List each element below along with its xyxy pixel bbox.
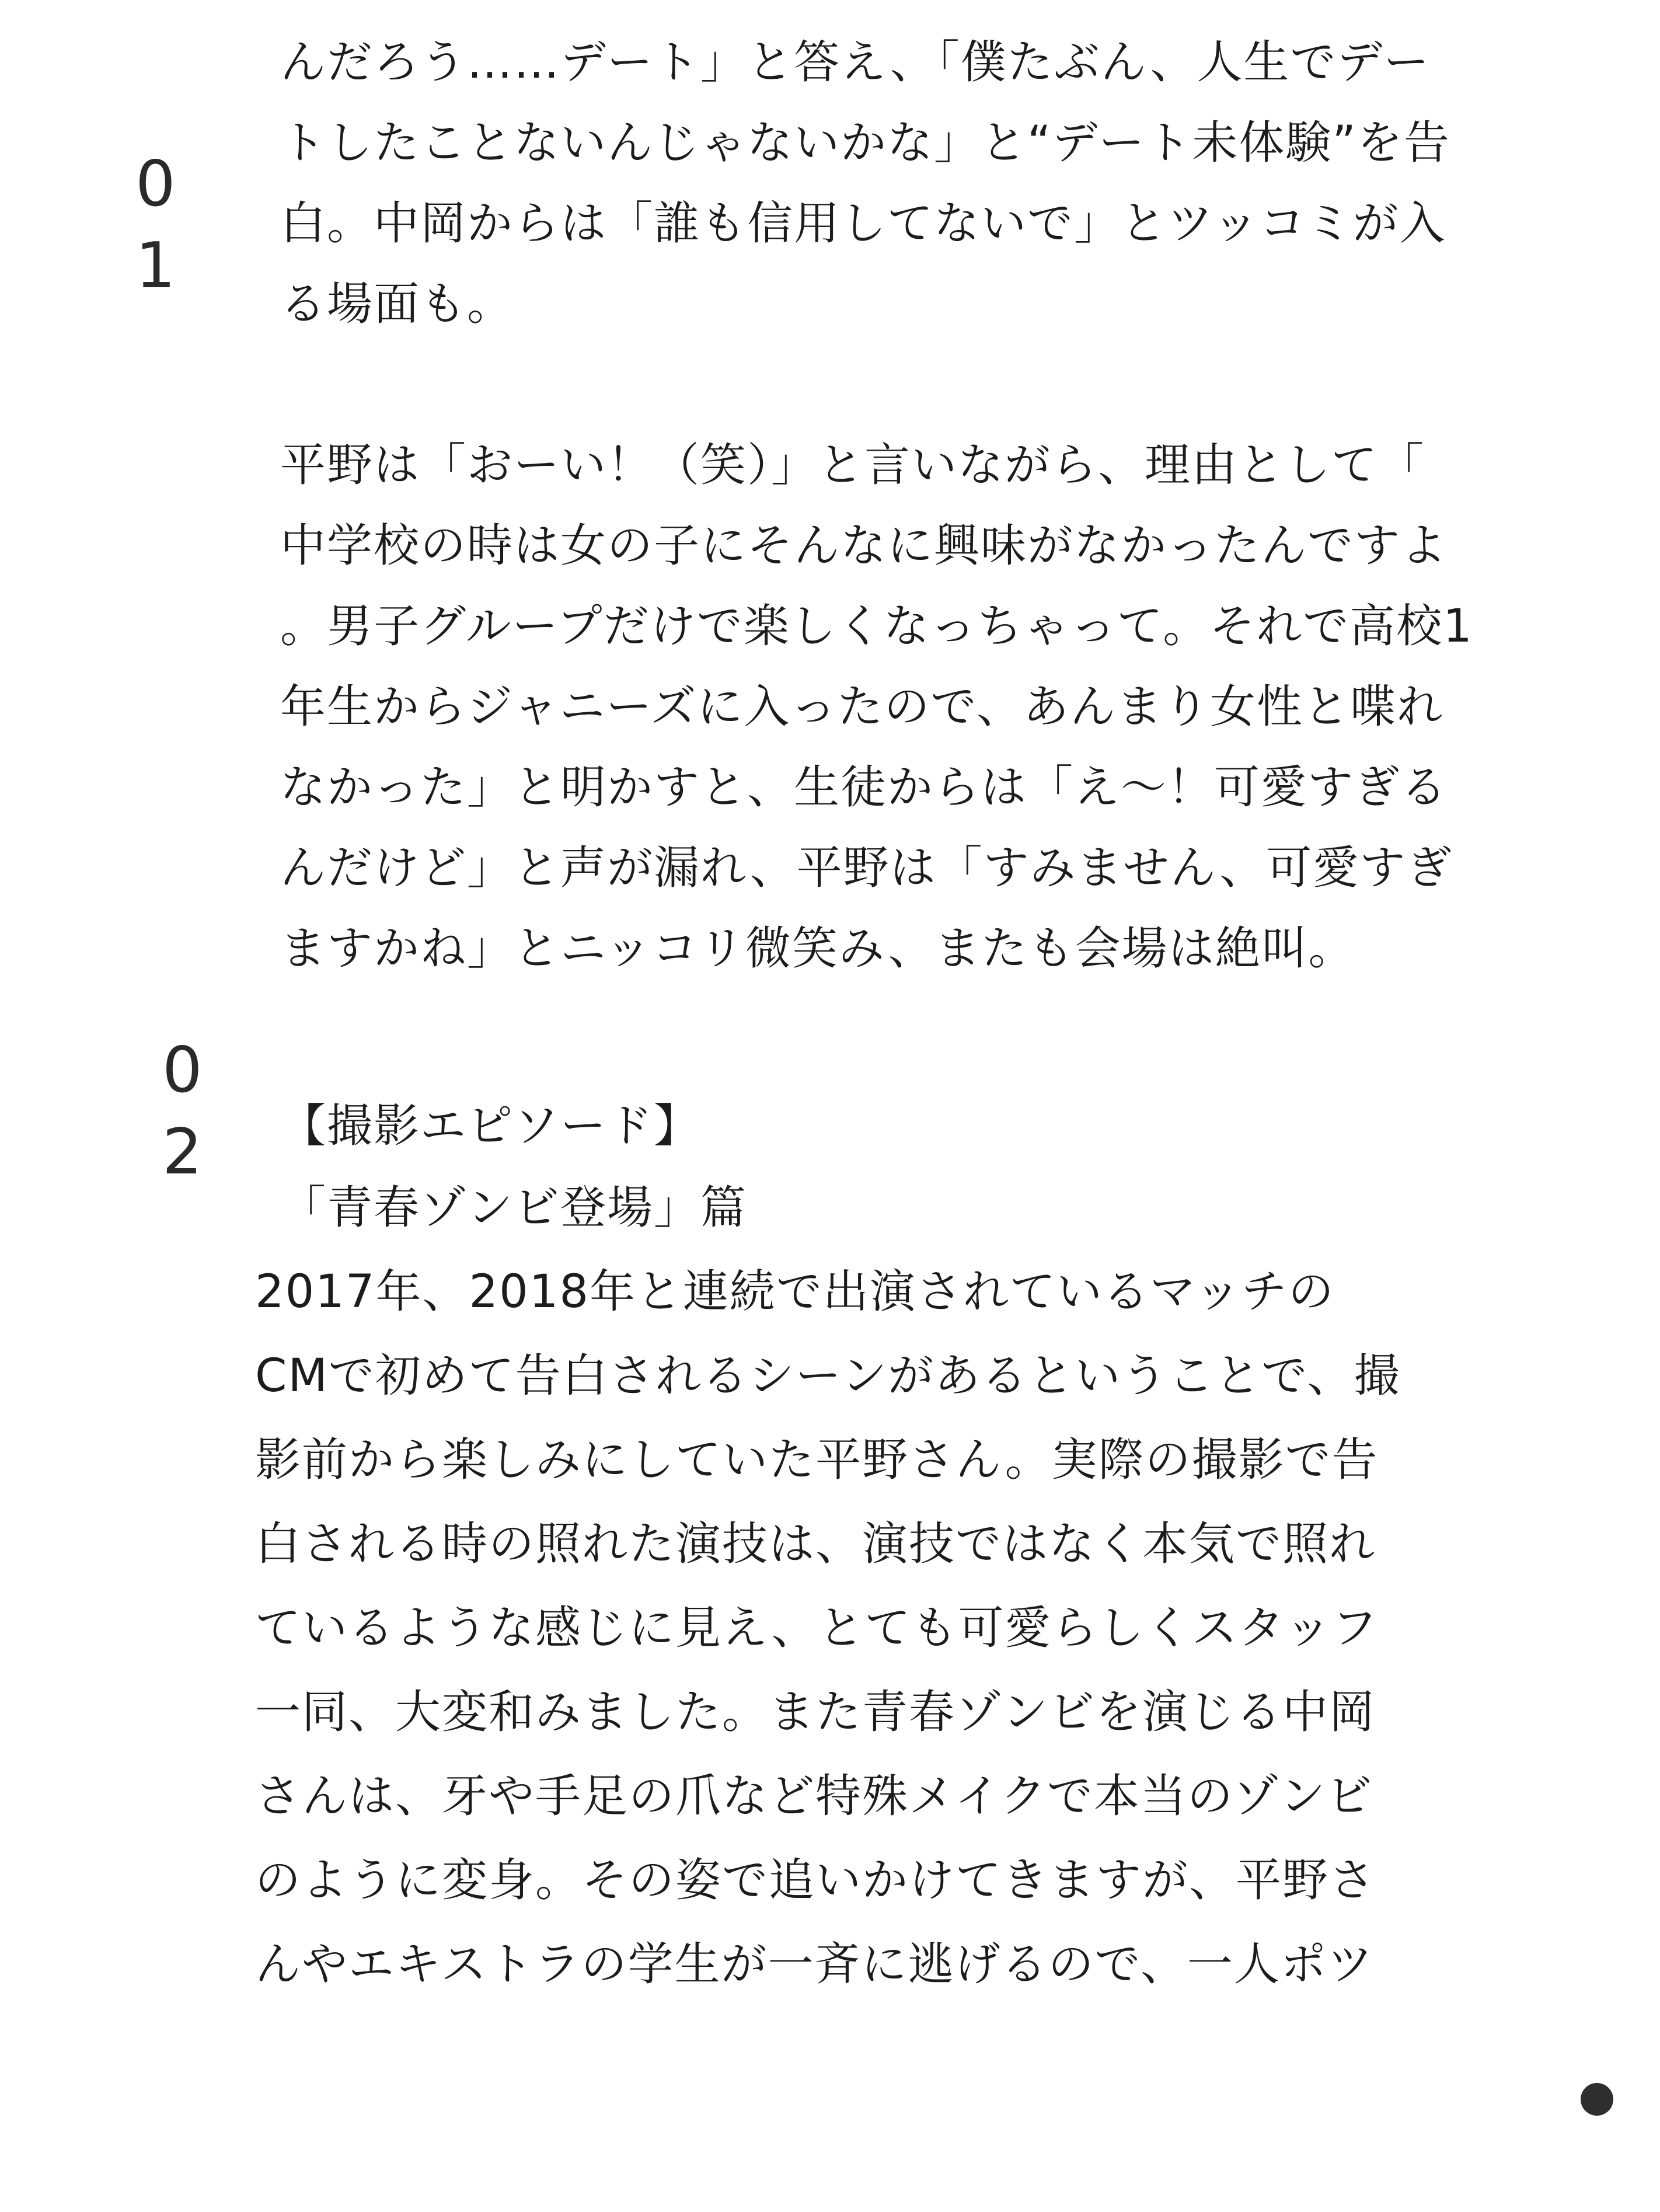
section-2-subheading: 「青春ゾンビ登場」篇	[280, 1182, 748, 1234]
section-number-01-second-digit: 1	[135, 229, 176, 302]
s2-body-line-4: 白される時の照れた演技は、演技ではなく本気で照れ	[255, 1518, 1376, 1570]
section-number-02-first-digit: 0	[162, 1034, 203, 1107]
s1-p1-line-2: トしたことないんじゃないかな」と“デート未体験”を告	[280, 117, 1450, 169]
s1-p2-line-6: んだけど」と声が漏れ、平野は「すみません、可愛すぎ	[280, 842, 1453, 894]
section-number-02-second-digit: 2	[162, 1116, 203, 1189]
s1-p1-line-4: る場面も。	[280, 278, 514, 330]
s1-p2-line-7: ますかね」とニッコリ微笑み、またも会場は絶叫。	[280, 922, 1355, 975]
s1-p2-line-3: 。男子グループだけで楽しくなっちゃって。それで高校1	[280, 600, 1473, 653]
s1-p2-line-2: 中学校の時は女の子にそんなに興味がなかったんですよ	[280, 520, 1448, 572]
s1-p1-line-3: 白。中岡からは「誰も信用してないで」とツッコミが入	[280, 197, 1446, 250]
s2-body-line-8: のように変身。その姿で追いかけてきますが、平野さ	[255, 1854, 1376, 1907]
s2-body-line-5: ているような感じに見え、とても可愛らしくスタッフ	[255, 1602, 1379, 1654]
s2-body-line-3: 影前から楽しみにしていた平野さん。実際の撮影で告	[255, 1434, 1379, 1486]
s2-body-line-9: んやエキストラの学生が一斉に逃げるので、一人ポツ	[255, 1938, 1374, 1991]
s1-p1-line-1: んだろう……デート」と答え、「僕たぶん、人生でデー	[280, 36, 1431, 89]
s1-p2-line-4: 年生からジャニーズに入ったので、あんまり女性と喋れ	[280, 681, 1443, 733]
s2-body-line-2: CMで初めて告白されるシーンがあるということで、撮	[255, 1350, 1401, 1402]
s1-p2-line-1: 平野は「おーい！（笑）」と言いながら、理由として「	[280, 439, 1425, 492]
s2-body-line-7: さんは、牙や手足の爪など特殊メイクで本当のゾンビ	[255, 1770, 1373, 1823]
s2-body-line-6: 一同、大変和みました。また青春ゾンビを演じる中岡	[255, 1686, 1376, 1739]
section-number-01-first-digit: 0	[135, 148, 176, 221]
s2-body-line-1: 2017年、2018年と連続で出演されているマッチの	[255, 1266, 1335, 1318]
section-2-heading: 【撮影エピソード】	[280, 1100, 701, 1152]
s1-p2-line-5: なかった」と明かすと、生徒からは「え〜！可愛すぎる	[280, 761, 1448, 814]
scroll-indicator-dot[interactable]	[1581, 2083, 1613, 2116]
